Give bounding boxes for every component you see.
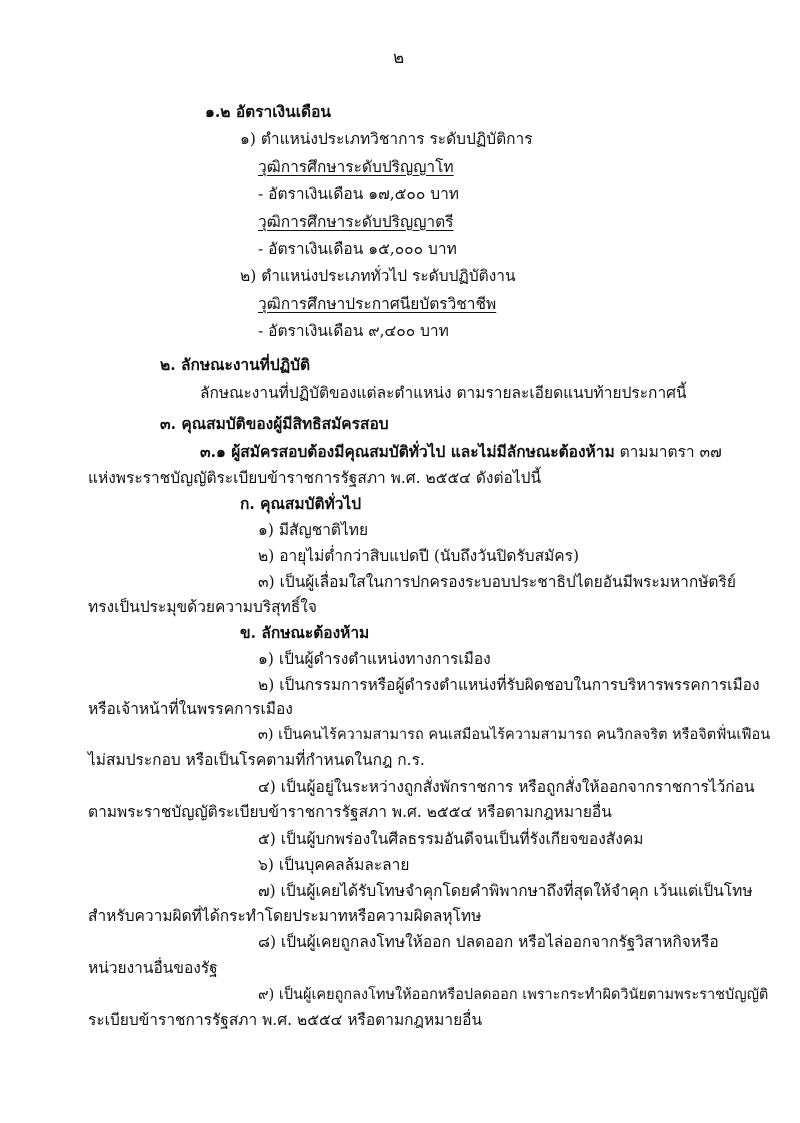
prohibited-item-9-line2: ระเบียบข้าราชการรัฐสภา พ.ศ. ๒๕๕๔ หรือตามกฎหมายอื่น xyxy=(88,1011,483,1029)
para-3-1-line1 xyxy=(200,440,722,464)
heading-1-2-salary: ๑.๒ อัตราเงินเดือน xyxy=(205,102,331,121)
para-3-1-line1-bold-part: ๓.๑ ผู้สมัครสอบต้องมีคุณสมบัติทั่วไป และไม่มีลักษณะต้องห้าม xyxy=(200,442,615,461)
heading-general-qualifications: ก. คุณสมบัติทั่วไป xyxy=(240,494,362,513)
prohibited-item-2-line2: หรือเจ้าหน้าที่ในพรรคการเมือง xyxy=(88,700,293,718)
heading-3-qualifications: ๓. คุณสมบัติของผู้มีสิทธิสมัครสอบ xyxy=(160,414,389,433)
page-number: ๒ xyxy=(393,48,405,68)
prohibited-item-8-line1: ๘) เป็นผู้เคยถูกลงโทษให้ออก ปลดออก หรือไล่ออกจากรัฐวิสาหกิจหรือ xyxy=(258,933,719,951)
prohibited-item-3-line1: ๓) เป็นคนไร้ความสามารถ คนเสมือนไร้ความสามารถ คนวิกลจริต หรือจิตฟั่นเฟือน xyxy=(258,727,771,743)
qualification-vocational: วุฒิการศึกษาประกาศนียบัตรวิชาชีพ xyxy=(258,295,497,313)
salary-vocational: - อัตราเงินเดือน ๙,๔๐๐ บาท xyxy=(258,322,449,340)
para-3-1-line2: แห่งพระราชบัญญัติระเบียบข้าราชการรัฐสภา พ.ศ. ๒๕๕๔ ดังต่อไปนี้ xyxy=(88,469,542,487)
prohibited-item-4-line2: ตามพระราชบัญญัติระเบียบข้าราชการรัฐสภา พ.ศ. ๒๕๕๔ หรือตามกฎหมายอื่น xyxy=(88,803,612,821)
prohibited-item-8-line2: หน่วยงานอื่นของรัฐ xyxy=(88,959,218,977)
heading-2-job-description: ๒. ลักษณะงานที่ปฏิบัติ xyxy=(160,355,311,374)
prohibited-item-9-line1: ๙) เป็นผู้เคยถูกลงโทษให้ออกหรือปลดออก เพราะกระทำผิดวินัยตามพระราชบัญญัติ xyxy=(258,987,769,1003)
general-item-3-line1: ๓) เป็นผู้เลื่อมใสในการปกครองระบอบประชาธิปไตยอันมีพระมหากษัตริย์ xyxy=(258,573,736,591)
prohibited-item-3-line2: ไม่สมประกอบ หรือเป็นโรคตามที่กำหนดในกฎ ก.ร. xyxy=(88,751,425,769)
salary-masters: - อัตราเงินเดือน ๑๗,๕๐๐ บาท xyxy=(258,185,459,203)
qualification-bachelors: วุฒิการศึกษาระดับปริญญาตรี xyxy=(258,213,454,231)
para-3-1-line1-regular-part: ตามมาตรา ๓๗ xyxy=(614,443,722,461)
prohibited-item-2-line1: ๒) เป็นกรรมการหรือผู้ดำรงตำแหน่งที่รับผิดชอบในการบริหารพรรคการเมือง xyxy=(258,676,760,694)
salary-bachelors: - อัตราเงินเดือน ๑๕,๐๐๐ บาท xyxy=(258,240,457,258)
position-2-general: ๒) ตำแหน่งประเภททั่วไป ระดับปฏิบัติงาน xyxy=(240,267,516,285)
prohibited-item-5: ๕) เป็นผู้บกพร่องในศีลธรรมอันดีจนเป็นที่รังเกียจของสังคม xyxy=(258,830,644,848)
general-item-2: ๒) อายุไม่ต่ำกว่าสิบแปดปี (นับถึงวันปิดรับสมัคร) xyxy=(258,547,580,565)
general-item-3-line2: ทรงเป็นประมุขด้วยความบริสุทธิ์ใจ xyxy=(88,598,317,616)
prohibited-item-4-line1: ๔) เป็นผู้อยู่ในระหว่างถูกสั่งพักราชการ หรือถูกสั่งให้ออกจากราชการไว้ก่อน xyxy=(258,778,755,796)
prohibited-item-7-line2: สำหรับความผิดที่ได้กระทำโดยประมาทหรือความผิดลหุโทษ xyxy=(88,907,482,925)
prohibited-item-7-line1: ๗) เป็นผู้เคยได้รับโทษจำคุกโดยคำพิพากษาถึงที่สุดให้จำคุก เว้นแต่เป็นโทษ xyxy=(258,882,753,900)
general-item-1: ๑) มีสัญชาติไทย xyxy=(258,521,369,539)
qualification-masters: วุฒิการศึกษาระดับปริญญาโท xyxy=(258,158,454,176)
job-description-text: ลักษณะงานที่ปฏิบัติของแต่ละตำแหน่ง ตามรายละเอียดแนบท้ายประกาศนี้ xyxy=(200,384,687,402)
heading-prohibited: ข. ลักษณะต้องห้าม xyxy=(240,623,370,642)
prohibited-item-1: ๑) เป็นผู้ดำรงตำแหน่งทางการเมือง xyxy=(258,650,491,668)
prohibited-item-6: ๖) เป็นบุคคลล้มละลาย xyxy=(258,856,410,874)
position-1-academic: ๑) ตำแหน่งประเภทวิชาการ ระดับปฏิบัติการ xyxy=(240,130,533,148)
